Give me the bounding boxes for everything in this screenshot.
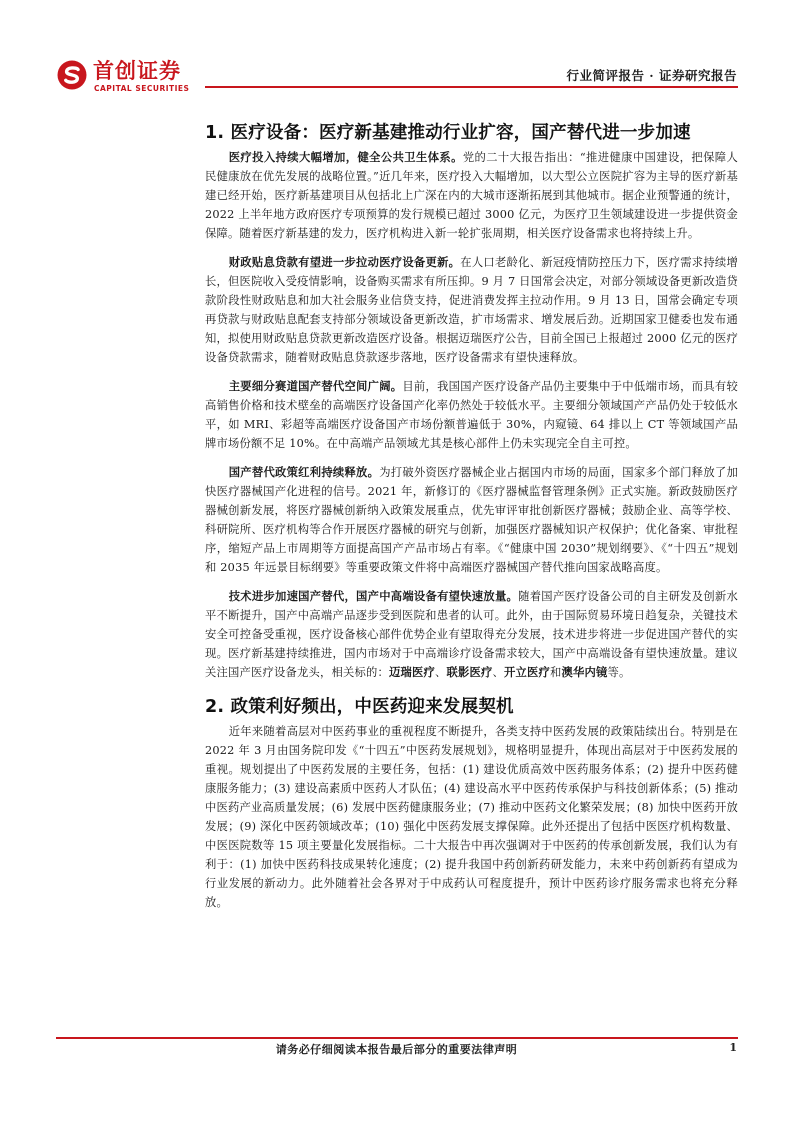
footer-divider: [56, 1037, 738, 1039]
section-1-title: 1. 医疗设备：医疗新基建推动行业扩容，国产替代进一步加速: [205, 123, 691, 143]
paragraph: [205, 377, 738, 453]
logo-english-name: CAPITAL SECURITIES: [94, 84, 190, 93]
capital-securities-logo-icon: [57, 60, 87, 90]
paragraph: [205, 253, 738, 367]
paragraph-text: 等。: [607, 666, 631, 679]
logo-chinese-name: 首创证券: [93, 59, 181, 83]
paragraph-text: 随着国产医疗设备公司的自主研发及创新水平不断提升，国产中高端产品逐步受到医院和患者的认可。此外，由于国际贸易环境日趋复杂，关键技术安全可控备受重视，医疗设备核心部件优势企业有望取得充分发展，技术进步将进一步促进国产替代的实现。医疗新基建持续推进，国内市场对于中高端诊疗设备需求较大，国产中高端设备有望快速放量。建议关注国产医疗设备龙头，相关标的：: [205, 590, 738, 679]
company-name: 澳华内镜: [561, 665, 608, 679]
paragraph-text: 党的二十大报告指出：“推进健康中国建设，把保障人民健康放在优先发展的战略位置。”近几年来，医疗投入大幅增加，以大型公立医院扩容为主导的医疗新基建已经开始，医疗新基建项目从包括北上广深在内的大城市逐渐拓展到其他城市。据企业预警通的统计，2022 上半年地方政府医疗专项预算的发行规模已超过 3000 亿元，为医疗卫生领域建设进一步提供资金保障。随着医疗新基建的发力，医疗机构进入新一轮扩张周期，相关医疗设备需求也将持续上升。: [205, 151, 738, 240]
report-body: [205, 118, 738, 922]
paragraph-text: 目前，我国国产医疗设备产品仍主要集中于中低端市场，而具有较高销售价格和技术壁垒的高端医疗设备国产化率仍然处于较低水平。主要细分领域国产产品仍处于较低水平，如 MRI、彩超等高端医疗设备国产市场份额普遍低于 30%，内窥镜、64 排以上 CT 等领域国产品牌市场份额不足 10%。在中高端产品领域尤其是核心部件上仍未实现完全自主可控。: [205, 380, 738, 450]
paragraph-lead: 财政贴息贷款有望进一步拉动医疗设备更新。: [228, 255, 461, 269]
report-type-label: 行业简评报告 · 证券研究报告: [566, 68, 737, 83]
separator: 、: [434, 666, 447, 679]
company-name: 联影医疗: [446, 665, 493, 679]
section-2-title: 2. 政策利好频出，中医药迎来发展契机: [205, 697, 514, 717]
paragraph: [205, 587, 738, 682]
paragraph-text: 为打破外资医疗器械企业占据国内市场的局面，国家多个部门释放了加快医疗器械国产化进程的信号。2021 年，新修订的《医疗器械监督管理条例》正式实施。新政鼓励医疗器械创新发展，将医疗器械创新纳入政策发展重点，优先审评审批创新医疗器械；鼓励企业、高等学校、科研院所、医疗机构等合作开展医疗器械的研究与创新，加强医疗器械知识产权保护；优化备案、审批程序，缩短产品上市周期等方面提高国产产品市场占有率。《“健康中国 2030”规划纲要》、《“十四五”规划和 2035 年远景目标纲要》等重要政策文件将中高端医疗器械国产替代推向国家战略高度。: [205, 466, 738, 574]
paragraph: [205, 722, 738, 912]
company-name: 开立医疗: [503, 665, 550, 679]
paragraph-lead: 医疗投入持续大幅增加，健全公共卫生体系。: [228, 150, 463, 164]
legal-notice: 请务必仔细阅读本报告最后部分的重要法律声明: [275, 1043, 518, 1056]
page-header: [0, 0, 793, 100]
paragraph: [205, 148, 738, 243]
paragraph-lead: 国产替代政策红利持续释放。: [228, 465, 380, 479]
paragraph-lead: 技术进步加速国产替代，国产中高端设备有望快速放量。: [228, 589, 519, 603]
paragraph-lead: 主要细分赛道国产替代空间广阔。: [228, 379, 403, 393]
separator: 和: [549, 666, 562, 679]
paragraph-text: 在人口老龄化、新冠疫情防控压力下，医疗需求持续增长，但医院收入受疫情影响，设备购买需求有所压抑。9 月 7 日国常会决定，对部分领域设备更新改造贷款阶段性财政贴息和加大社会服务业信贷支持，促进消费发挥主拉动作用。9 月 13 日，国常会确定专项再贷款与财政贴息配套支持部分领域设备更新改造，扩市场需求、增发展后劲。近期国家卫健委也发布通知，拟使用财政贴息贷款更新改造医疗设备。根据迈瑞医疗公告，目前全国已上报超过 2000 亿元的医疗设备贷款需求，随着财政贴息贷款逐步落地，医疗设备需求有望快速释放。: [205, 256, 738, 364]
header-divider: [205, 86, 738, 88]
page-number: 1: [729, 1041, 737, 1054]
separator: 、: [492, 666, 504, 679]
paragraph-text: 近年来随着高层对中医药事业的重视程度不断提升，各类支持中医药发展的政策陆续出台。特别是在 2022 年 3 月由国务院印发《“十四五”中医药发展规划》，规格明显提升，体现出高层对于中医药发展的重视。规划提出了中医药发展的主要任务，包括：(1) 建设优质高效中医药服务体系；(2) 提升中医药健康服务能力；(3) 建设高素质中医药人才队伍；(4) 建设高水平中医药传承保护与科技创新体系；(5) 推动中医药产业高质量发展；(6) 发展中医药健康服务业；(7) 推动中医药文化繁荣发展；(8) 加快中医药开放发展；(9) 深化中医药领域改革；(10) 强化中医药发展支撑保障。此外还提出了包括中医医疗机构数量、中医医院数等 15 项主要量化发展指标。二十大报告中再次强调对于中医药的传承创新发展，我们认为有利于：(1) 加快中医药科技成果转化速度；(2) 提升我国中药创新药研发能力，未来中药创新药有望成为行业发展的新动力。此外随着社会各界对于中成药认可程度提升，预计中医药诊疗服务需求也将充分释放。: [205, 725, 738, 909]
company-name: 迈瑞医疗: [388, 665, 435, 679]
paragraph: [205, 463, 738, 577]
